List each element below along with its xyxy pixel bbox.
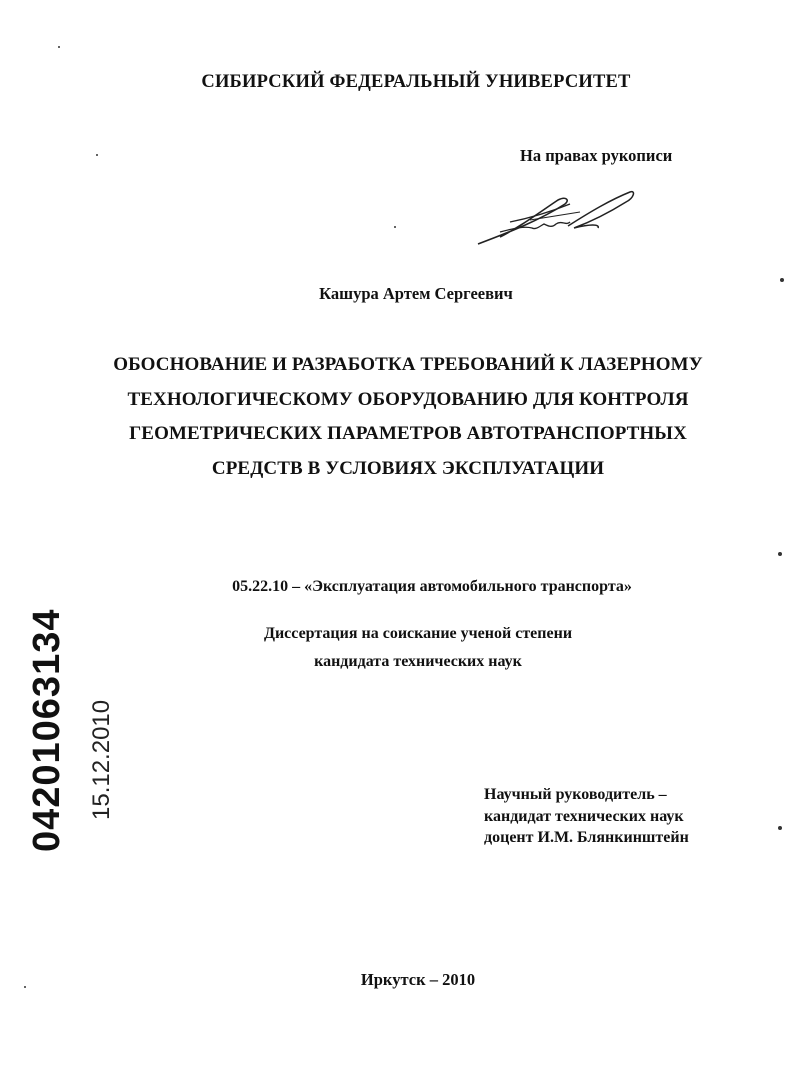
author-name: Кашура Артем Сергеевич	[319, 284, 513, 303]
scan-speck	[58, 46, 60, 48]
manuscript-rights-note: На правах рукописи	[520, 146, 673, 165]
title-line: СРЕДСТВ В УСЛОВИЯХ ЭКСПЛУАТАЦИИ	[211, 457, 605, 479]
title-line: ТЕХНОЛОГИЧЕСКОМУ ОБОРУДОВАНИЮ ДЛЯ КОНТРОЛЯ	[127, 388, 689, 410]
university-name: СИБИРСКИЙ ФЕДЕРАЛЬНЫЙ УНИВЕРСИТЕТ	[201, 72, 631, 92]
supervisor-line: Научный руководитель –	[484, 786, 667, 803]
handwritten-signature	[470, 182, 640, 252]
scan-speck	[394, 226, 396, 228]
scan-speck	[778, 826, 782, 830]
title-line: ГЕОМЕТРИЧЕСКИХ ПАРАМЕТРОВ АВТОТРАНСПОРТНЫХ	[129, 423, 687, 444]
degree-line: кандидата технических наук	[314, 653, 522, 670]
scan-speck	[24, 986, 26, 988]
library-stamp	[8, 608, 115, 860]
specialty-code: 05.22.10 – «Эксплуатация автомобильного транспорта»	[232, 578, 632, 595]
stamp-code: 04201063134	[26, 608, 68, 852]
scan-speck	[778, 552, 782, 556]
stamp-date: 15.12.2010	[88, 699, 115, 820]
title-line: ОБОСНОВАНИЕ И РАЗРАБОТКА ТРЕБОВАНИЙ К ЛАЗЕРНОМУ	[113, 354, 703, 375]
scan-speck	[96, 154, 98, 156]
city-year: Иркутск – 2010	[360, 970, 476, 989]
dissertation-title	[8, 348, 792, 486]
supervisor-block	[484, 784, 689, 849]
supervisor-line: доцент И.М. Блянкинштейн	[484, 829, 689, 846]
degree-statement	[22, 620, 792, 676]
degree-line: Диссертация на соискание ученой степени	[263, 625, 573, 642]
scan-speck	[780, 278, 784, 282]
supervisor-line: кандидат технических наук	[484, 807, 684, 825]
